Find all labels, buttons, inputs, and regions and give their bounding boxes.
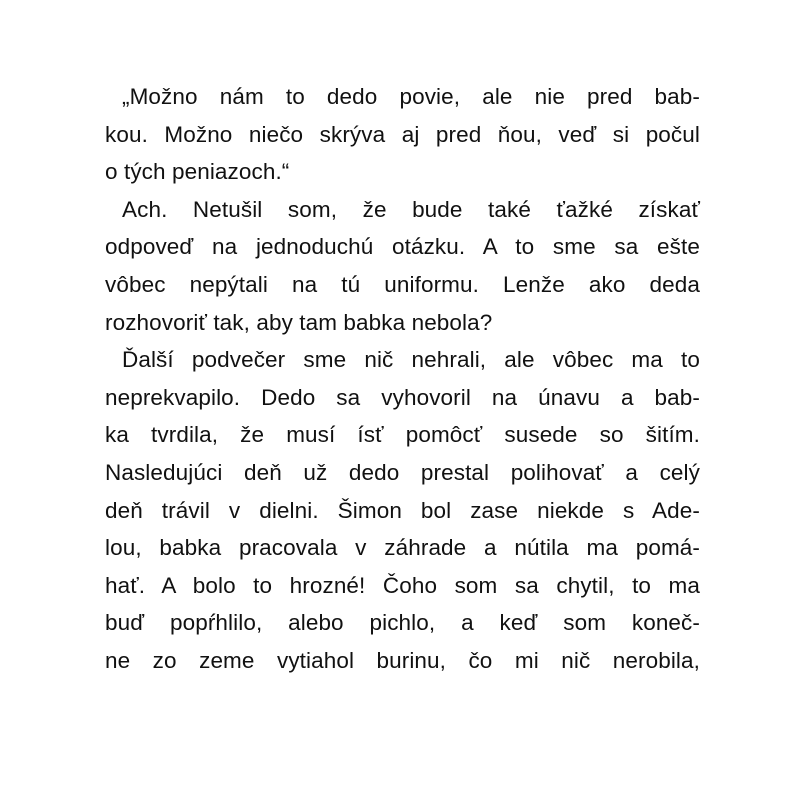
text-line: odpoveď na jednoduchú otázku. A to sme sa ešte bbox=[105, 234, 700, 260]
text-line: vôbec nepýtali na tú uniformu. Lenže ako deda bbox=[105, 271, 700, 297]
text-line: Nasledujúci deň už dedo prestal polihovať a celý bbox=[105, 459, 700, 485]
text-line: Ach. Netušil som, že bude také ťažké získať bbox=[122, 196, 700, 222]
text-line: lou, babka pracovala v záhrade a nútila ma pomá- bbox=[105, 535, 700, 561]
text-line: buď popŕhlilo, alebo pichlo, a keď som koneč- bbox=[105, 610, 700, 636]
text-line: ka tvrdila, že musí ísť pomôcť susede so šitím. bbox=[105, 422, 700, 448]
text-line: „Možno nám to dedo povie, ale nie pred bab- bbox=[122, 84, 700, 109]
text-line: Ďalší podvečer sme nič nehrali, ale vôbec ma to bbox=[122, 347, 700, 373]
text-line: neprekvapilo. Dedo sa vyhovoril na únavu a bab- bbox=[105, 384, 700, 410]
text-line: ne zo zeme vytiahol burinu, čo mi nič nerobila, bbox=[105, 647, 700, 673]
text-line: kou. Možno niečo skrýva aj pred ňou, veď si počul bbox=[105, 121, 700, 147]
text-line: deň trávil v dielni. Šimon bol zase niekde s Ade- bbox=[105, 497, 700, 523]
text-line: o tých peniazoch.“ bbox=[105, 159, 290, 185]
text-line: rozhovoriť tak, aby tam babka nebola? bbox=[105, 309, 493, 335]
body-text bbox=[105, 78, 700, 680]
text-line: hať. A bolo to hrozné! Čoho som sa chytil, to ma bbox=[105, 572, 700, 598]
